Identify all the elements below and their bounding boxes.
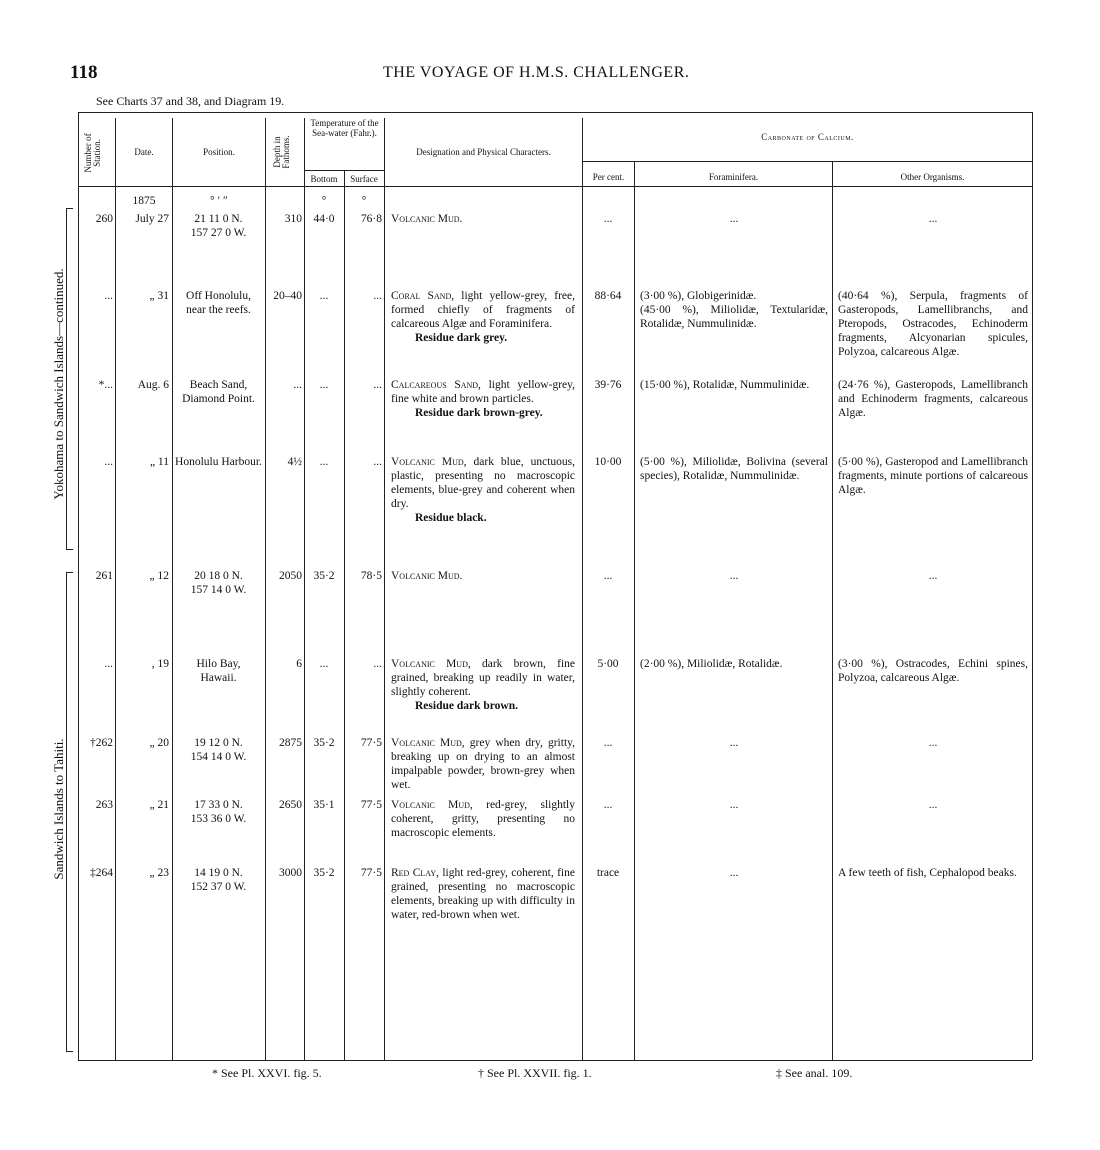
header-station: Number of Station.: [83, 133, 103, 173]
col-rule: [634, 161, 635, 1060]
designation-head: Calcareous Sand,: [391, 379, 481, 391]
cell-percent: trace: [596, 867, 620, 879]
cell-other: A few teeth of fish, Cephalopod beaks.: [838, 867, 1017, 879]
cell-other: ...: [928, 570, 938, 582]
cell-station: 261: [95, 570, 113, 582]
designation-body: light red-grey, coherent, fine grained, presenting no macroscopic elements, breaking up with difficulty in water, red-brown when wet.: [391, 867, 575, 922]
cell-designation: [391, 455, 575, 525]
cell-position: 21 11 0 N. 157 27 0 W.: [190, 213, 247, 240]
cell-bottom: 44·0: [313, 213, 335, 225]
header-temperature: Temperature of the Sea-water (Fahr.).: [310, 118, 379, 139]
cell-bottom: 35·2: [313, 867, 335, 879]
cell-other: ...: [928, 799, 938, 811]
cell-station: ...: [104, 658, 113, 670]
header-foraminifera: Foraminifera.: [708, 172, 759, 182]
designation-head: Volcanic Mud.: [391, 213, 463, 225]
header-surface: Surface: [350, 174, 378, 184]
designation-head: Volcanic Mud,: [391, 658, 471, 670]
cell-depth: 3000: [279, 867, 302, 879]
position-units: ° ′ ″: [210, 195, 228, 207]
cell-station: ...: [104, 456, 113, 468]
route-label-upper-text: Yokohama to Sandwich Islands—continued.: [51, 268, 66, 500]
cell-station: ...: [104, 290, 113, 302]
cell-position: 14 19 0 N. 152 37 0 W.: [190, 867, 247, 894]
cell-surface: 77·5: [360, 737, 382, 749]
cell-foram: (15·00 %), Rotalidæ, Nummulinidæ.: [640, 379, 810, 391]
cell-bottom: ...: [319, 658, 329, 670]
col-rule: [115, 118, 116, 1060]
table-top-rule: [78, 112, 1032, 113]
cell-station: ‡264: [90, 867, 113, 879]
cell-surface: ...: [373, 658, 382, 670]
header-designation: Designation and Physical Characters.: [416, 147, 551, 157]
header-position: Position.: [203, 147, 235, 157]
cell-bottom: 35·2: [313, 570, 335, 582]
cell-station: 260: [95, 213, 113, 225]
cell-surface: 77·5: [360, 867, 382, 879]
col-rule: [172, 118, 173, 1060]
header-date: Date.: [134, 147, 154, 157]
cell-depth: 2050: [279, 570, 302, 582]
year-label: 1875: [132, 195, 156, 207]
cell-other: (24·76 %), Gasteropods, Lamellibranch and Echinoderm fragments, calcareous Algæ.: [838, 379, 1028, 420]
bottom-units: °: [321, 195, 327, 207]
cell-foram: ...: [729, 213, 739, 225]
cell-foram: (5·00 %), Miliolidæ, Bolivina (several species), Rotalidæ, Nummulinidæ.: [640, 456, 828, 483]
cell-foram: ...: [729, 799, 739, 811]
header-mid-rule: [582, 161, 1032, 162]
col-rule: [1032, 112, 1033, 1060]
cell-surface: ...: [373, 456, 382, 468]
cell-designation: [391, 798, 575, 840]
header-bottom: Bottom: [310, 174, 338, 184]
cell-designation: [391, 866, 575, 922]
cell-date: „ 31: [149, 290, 169, 302]
cell-percent: ...: [603, 799, 613, 811]
cell-position: Off Honolulu, near the reefs.: [186, 290, 251, 317]
cell-percent: ...: [603, 737, 613, 749]
cell-date: , 19: [151, 658, 169, 670]
designation-head: Volcanic Mud,: [391, 456, 467, 468]
footnote-1: * See Pl. XXVI. fig. 5.: [212, 1066, 322, 1080]
designation-head: Volcanic Mud,: [391, 737, 465, 749]
header-other: Other Organisms.: [900, 172, 965, 182]
route-label-upper: [51, 224, 69, 544]
charts-note: See Charts 37 and 38, and Diagram 19.: [96, 94, 285, 108]
col-rule: [78, 112, 79, 1060]
cell-date: „ 20: [149, 737, 169, 749]
col-rule: [304, 118, 305, 1060]
designation-body: light yellow-grey, free, formed chiefly of fragments of calcareous Algæ and Foraminifera.: [391, 290, 575, 331]
cell-depth: ...: [293, 379, 302, 391]
col-rule: [832, 161, 833, 1060]
col-rule: [265, 118, 266, 1060]
cell-other: ...: [928, 737, 938, 749]
cell-other: ...: [928, 213, 938, 225]
designation-body: red-grey, slightly coherent, gritty, presenting no macroscopic elements.: [391, 799, 575, 840]
header-per-cent: Per cent.: [592, 172, 625, 182]
header-carbonate: Carbonate of Calcium.: [761, 132, 854, 142]
cell-percent: 39·76: [594, 379, 622, 391]
cell-date: „ 11: [149, 456, 169, 468]
designation-body: light yellow-grey, fine white and brown particles.: [391, 379, 576, 406]
cell-position: Hilo Bay, Hawaii.: [196, 658, 241, 685]
cell-surface: 78·5: [360, 570, 382, 582]
cell-position: 20 18 0 N. 157 14 0 W.: [190, 570, 247, 597]
cell-station: 263: [95, 799, 113, 811]
cell-foram: ...: [729, 570, 739, 582]
cell-foram: ...: [729, 737, 739, 749]
cell-designation: [391, 212, 575, 226]
col-rule: [582, 118, 583, 1060]
cell-date: „ 21: [149, 799, 169, 811]
cell-bottom: ...: [319, 379, 329, 391]
cell-station: †262: [90, 737, 113, 749]
cell-designation: [391, 736, 575, 792]
col-rule: [384, 118, 385, 1060]
route-label-lower-text: Sandwich Islands to Tahiti.: [51, 738, 66, 880]
cell-foram: (3·00 %), Globigerinidæ. (45·00 %), Miliolidæ, Textularidæ, Rotalidæ, Nummulinidæ.: [640, 290, 828, 331]
cell-position: 17 33 0 N. 153 36 0 W.: [190, 799, 247, 826]
footnote-2: † See Pl. XXVII. fig. 1.: [478, 1066, 592, 1080]
cell-bottom: 35·2: [313, 737, 335, 749]
cell-surface: 76·8: [360, 213, 382, 225]
designation-residue: Residue dark brown-grey.: [415, 407, 543, 420]
cell-percent: 10·00: [594, 456, 622, 468]
cell-percent: ...: [603, 570, 613, 582]
header-depth: Depth in Fathoms.: [272, 135, 292, 169]
footnote-3: ‡ See anal. 109.: [776, 1066, 853, 1080]
cell-depth: 2650: [279, 799, 302, 811]
designation-head: Coral Sand,: [391, 290, 455, 302]
cell-designation: [391, 569, 575, 583]
cell-depth: 2875: [279, 737, 302, 749]
cell-depth: 20–40: [273, 290, 302, 302]
cell-surface: 77·5: [360, 799, 382, 811]
cell-surface: ...: [373, 379, 382, 391]
cell-foram: ...: [729, 867, 739, 879]
cell-depth: 6: [296, 658, 302, 670]
running-title: THE VOYAGE OF H.M.S. CHALLENGER.: [383, 64, 690, 81]
cell-position: 19 12 0 N. 154 14 0 W.: [190, 737, 247, 764]
cell-percent: 88·64: [594, 290, 622, 302]
cell-depth: 4½: [287, 456, 302, 468]
cell-designation: [391, 289, 575, 345]
cell-depth: 310: [284, 213, 302, 225]
cell-bottom: ...: [319, 290, 329, 302]
cell-other: (40·64 %), Serpula, fragments of Gasteropods, Lamellibranchs, and Pteropods, Ostracodes, Echinoderm fragments, Alcyonarian spicules, Polyzoa, calcareous Algæ.: [838, 290, 1028, 359]
designation-body: grey when dry, gritty, breaking up on drying to an almost impalpable powder, brown-grey when wet.: [391, 737, 576, 792]
designation-residue: Residue dark brown.: [415, 700, 518, 713]
cell-percent: 5·00: [597, 658, 619, 670]
cell-date: „ 23: [149, 867, 169, 879]
cell-designation: [391, 378, 575, 420]
designation-residue: Residue black.: [415, 512, 487, 525]
route-label-lower: [51, 669, 69, 949]
cell-other: (5·00 %), Gasteropod and Lamellibranch fragments, minute portions of calcareous Algæ.: [838, 456, 1028, 497]
cell-bottom: 35·1: [313, 799, 335, 811]
cell-date: Aug. 6: [137, 379, 169, 391]
cell-station: *...: [98, 379, 113, 391]
cell-other: (3·00 %), Ostracodes, Echini spines, Polyzoa, calcareous Algæ.: [838, 658, 1028, 685]
table-bottom-rule: [78, 1060, 1032, 1061]
header-bottom-rule: [78, 186, 1032, 187]
cell-designation: [391, 657, 575, 713]
designation-body: dark brown, fine grained, breaking up readily in water, slightly coherent.: [391, 658, 576, 699]
cell-date: July 27: [135, 213, 169, 225]
designation-body: dark blue, unctuous, plastic, presenting no macroscopic elements, blue-grey and coherent when dry.: [391, 456, 575, 511]
designation-residue: Residue dark grey.: [415, 332, 508, 345]
cell-date: „ 12: [149, 570, 169, 582]
cell-position: Honolulu Harbour.: [175, 456, 262, 468]
cell-bottom: ...: [319, 456, 329, 468]
cell-position: Beach Sand, Diamond Point.: [182, 379, 255, 406]
designation-head: Red Clay,: [391, 867, 439, 879]
cell-percent: ...: [603, 213, 613, 225]
cell-foram: (2·00 %), Miliolidæ, Rotalidæ.: [640, 658, 783, 670]
page-number: 118: [70, 62, 98, 83]
col-rule: [344, 170, 345, 1060]
surface-units: °: [361, 195, 367, 207]
designation-head: Volcanic Mud,: [391, 799, 473, 811]
designation-head: Volcanic Mud.: [391, 570, 463, 582]
cell-surface: ...: [373, 290, 382, 302]
